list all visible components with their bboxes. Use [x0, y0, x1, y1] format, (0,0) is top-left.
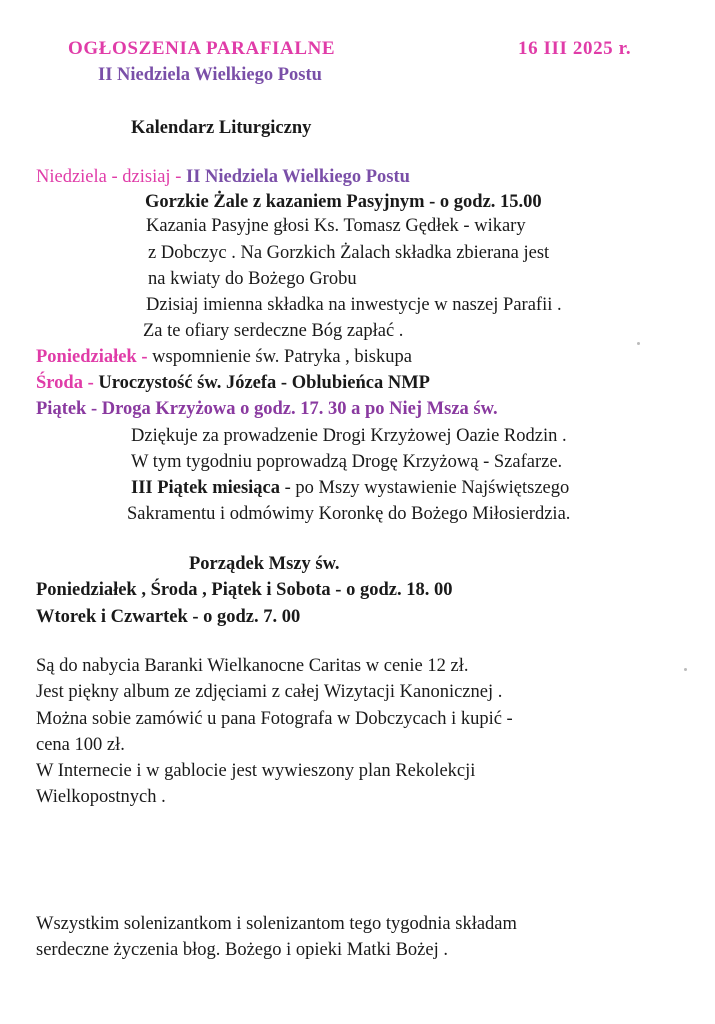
friday-first-friday-row — [131, 477, 569, 499]
page-title: OGŁOSZENIA PARAFIALNE — [68, 38, 336, 59]
friday-line: Sakramentu i odmówimy Koronkę do Bożego Miłosierdzia. — [127, 504, 571, 524]
monday-text: wspomnienie św. Patryka , biskupa — [147, 347, 412, 367]
monday-label: Poniedziałek - — [36, 347, 148, 367]
wishes-line: Wszystkim solenizantkom i solenizantom tego tygodnia składam — [36, 914, 517, 934]
page-date: 16 III 2025 r. — [518, 38, 632, 59]
wednesday-label: Środa - — [36, 373, 99, 393]
notice-line: Można sobie zamówić u pana Fotografa w Dobczycach i kupić - — [36, 709, 513, 729]
monday-row — [36, 346, 412, 368]
sunday-line: Dzisiaj imienna składka na inwestycje w naszej Parafii . — [146, 295, 562, 315]
mass-order-heading: Porządek Mszy św. — [189, 554, 340, 574]
scan-speck — [637, 342, 640, 345]
wednesday-row — [36, 372, 430, 394]
wishes-line: serdeczne życzenia błog. Bożego i opieki Matki Bożej . — [36, 940, 448, 960]
friday-row — [36, 398, 498, 420]
page-subtitle: II Niedziela Wielkiego Postu — [98, 65, 322, 85]
wednesday-text: Uroczystość św. Józefa - Oblubieńca NMP — [98, 373, 430, 393]
notice-line: cena 100 zł. — [36, 735, 125, 755]
friday-label: Piątek - — [36, 399, 102, 419]
notice-line: Wielkopostnych . — [36, 787, 166, 807]
friday-line: W tym tygodniu poprowadzą Drogę Krzyżową - Szafarze. — [131, 452, 563, 472]
first-friday-text: - po Mszy wystawienie Najświętszego — [280, 478, 570, 498]
calendar-heading: Kalendarz Liturgiczny — [131, 118, 312, 138]
sunday-line: Za te ofiary serdeczne Bóg zapłać . — [143, 321, 404, 341]
sunday-row — [36, 166, 410, 188]
sunday-title: II Niedziela Wielkiego Postu — [186, 167, 410, 187]
friday-text: Droga Krzyżowa o godz. 17. 30 a po Niej Msza św. — [101, 399, 498, 419]
sunday-line: na kwiaty do Bożego Grobu — [148, 269, 357, 289]
first-friday-label: III Piątek miesiąca — [131, 478, 281, 498]
sunday-label: Niedziela - dzisiaj - — [36, 167, 186, 187]
notice-line: Są do nabycia Baranki Wielkanocne Caritas w cenie 12 zł. — [36, 656, 469, 676]
friday-line: Dziękuje za prowadzenie Drogi Krzyżowej Oazie Rodzin . — [131, 426, 567, 446]
sunday-line: z Dobczyc . Na Gorzkich Żalach składka zbierana jest — [148, 243, 550, 263]
notice-line: Jest piękny album ze zdjęciami z całej Wizytacji Kanonicznej . — [36, 682, 503, 702]
scan-speck — [684, 668, 687, 671]
notice-line: W Internecie i w gablocie jest wywieszony plan Rekolekcji — [36, 761, 476, 781]
sunday-event: Gorzkie Żale z kazaniem Pasyjnym - o godz. 15.00 — [145, 192, 542, 212]
sunday-line: Kazania Pasyjne głosi Ks. Tomasz Gędłek - wikary — [146, 216, 526, 236]
mass-order-line: Poniedziałek , Środa , Piątek i Sobota - o godz. 18. 00 — [36, 580, 453, 600]
mass-order-line: Wtorek i Czwartek - o godz. 7. 00 — [36, 607, 301, 627]
